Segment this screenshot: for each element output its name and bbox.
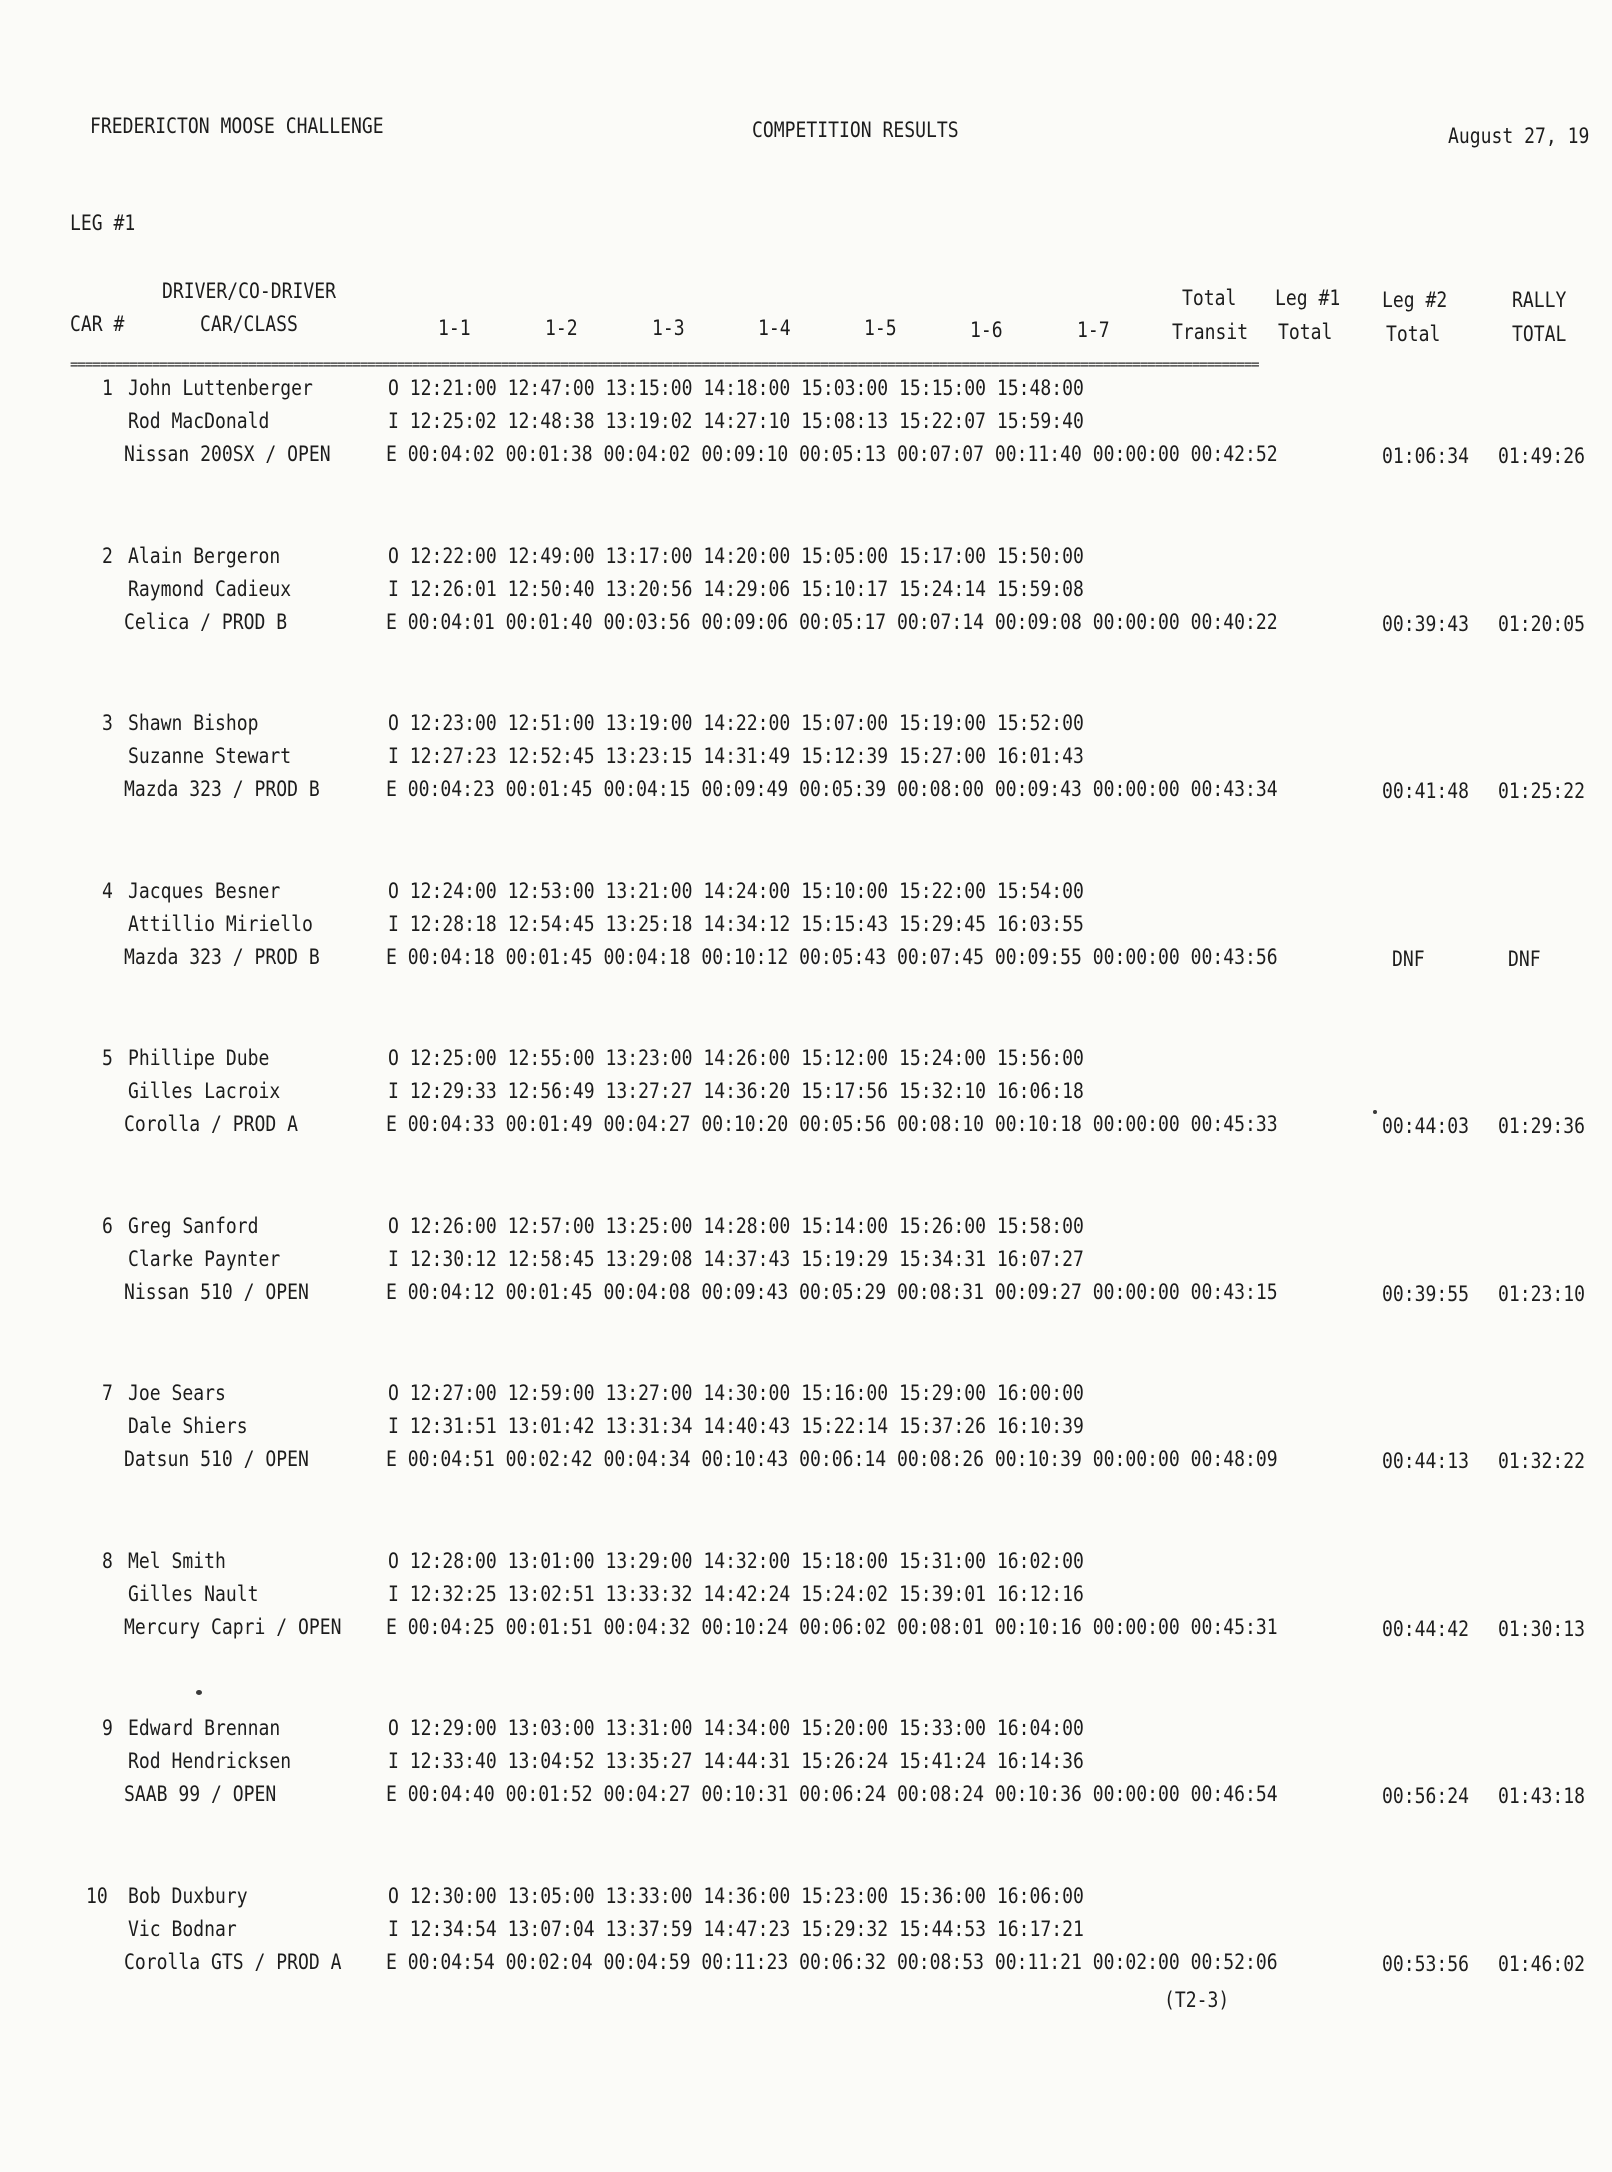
leg2-total: 00:39:55 bbox=[1382, 1282, 1469, 1306]
header-leg1-total-line2: Total bbox=[1278, 320, 1333, 344]
car-class: Mazda 323 / PROD B bbox=[124, 945, 320, 969]
in-times-row: I 12:28:18 12:54:45 13:25:18 14:34:12 15:15:43 15:29:45 16:03:55 bbox=[388, 912, 1084, 936]
driver-name: Mel Smith bbox=[128, 1549, 226, 1573]
codriver-name: Gilles Lacroix bbox=[128, 1079, 281, 1103]
codriver-name: Vic Bodnar bbox=[128, 1917, 237, 1941]
driver-name: Phillipe Dube bbox=[128, 1046, 270, 1070]
elapsed-times-row: E 00:04:33 00:01:49 00:04:27 00:10:20 00:05:56 00:08:10 00:10:18 00:00:00 00:45:33 bbox=[386, 1112, 1278, 1136]
header-leg2-total-line2: Total bbox=[1386, 322, 1441, 346]
header-stage-1-3: 1-3 bbox=[652, 316, 685, 340]
leg2-total: 01:06:34 bbox=[1382, 444, 1469, 468]
elapsed-times-row: E 00:04:02 00:01:38 00:04:02 00:09:10 00:05:13 00:07:07 00:11:40 00:00:00 00:42:52 bbox=[386, 442, 1278, 466]
page-reference: (T2-3) bbox=[1164, 1988, 1230, 2012]
header-separator: ================================================================================================================================================================ bbox=[70, 360, 1259, 370]
rally-total: 01:43:18 bbox=[1498, 1784, 1585, 1808]
event-date: August 27, 19 bbox=[1448, 124, 1590, 148]
driver-name: Greg Sanford bbox=[128, 1214, 259, 1238]
car-number: 5 bbox=[102, 1046, 113, 1070]
leg2-total: 00:44:13 bbox=[1382, 1449, 1469, 1473]
leg2-total: 00:41:48 bbox=[1382, 779, 1469, 803]
in-times-row: I 12:26:01 12:50:40 13:20:56 14:29:06 15:10:17 15:24:14 15:59:08 bbox=[388, 577, 1084, 601]
header-total-transit-line2: Transit bbox=[1172, 320, 1249, 344]
out-times-row: O 12:27:00 12:59:00 13:27:00 14:30:00 15:16:00 15:29:00 16:00:00 bbox=[388, 1381, 1084, 1405]
car-class: Datsun 510 / OPEN bbox=[124, 1447, 309, 1471]
result-entry bbox=[0, 1383, 1612, 1493]
rally-total: DNF bbox=[1508, 947, 1541, 971]
car-class: Nissan 510 / OPEN bbox=[124, 1280, 309, 1304]
result-entry bbox=[0, 1551, 1612, 1661]
out-times-row: O 12:25:00 12:55:00 13:23:00 14:26:00 15:12:00 15:24:00 15:56:00 bbox=[388, 1046, 1084, 1070]
car-class: Mercury Capri / OPEN bbox=[124, 1615, 342, 1639]
rally-total: 01:32:22 bbox=[1498, 1449, 1585, 1473]
result-entry bbox=[0, 1886, 1612, 1996]
elapsed-times-row: E 00:04:54 00:02:04 00:04:59 00:11:23 00:06:32 00:08:53 00:11:21 00:02:00 00:52:06 bbox=[386, 1950, 1278, 1974]
rally-total: 01:46:02 bbox=[1498, 1952, 1585, 1976]
out-times-row: O 12:22:00 12:49:00 13:17:00 14:20:00 15:05:00 15:17:00 15:50:00 bbox=[388, 544, 1084, 568]
rally-total: 01:30:13 bbox=[1498, 1617, 1585, 1641]
leg2-total: 00:39:43 bbox=[1382, 612, 1469, 636]
result-entry bbox=[0, 1048, 1612, 1158]
car-number: 2 bbox=[102, 544, 113, 568]
codriver-name: Suzanne Stewart bbox=[128, 744, 292, 768]
elapsed-times-row: E 00:04:51 00:02:42 00:04:34 00:10:43 00:06:14 00:08:26 00:10:39 00:00:00 00:48:09 bbox=[386, 1447, 1278, 1471]
rally-total: 01:29:36 bbox=[1498, 1114, 1585, 1138]
out-times-row: O 12:28:00 13:01:00 13:29:00 14:32:00 15:18:00 15:31:00 16:02:00 bbox=[388, 1549, 1084, 1573]
elapsed-times-row: E 00:04:25 00:01:51 00:04:32 00:10:24 00:06:02 00:08:01 00:10:16 00:00:00 00:45:31 bbox=[386, 1615, 1278, 1639]
driver-name: Jacques Besner bbox=[128, 879, 281, 903]
codriver-name: Rod MacDonald bbox=[128, 409, 270, 433]
header-leg2-total-line1: Leg #2 bbox=[1382, 288, 1448, 312]
out-times-row: O 12:29:00 13:03:00 13:31:00 14:34:00 15:20:00 15:33:00 16:04:00 bbox=[388, 1716, 1084, 1740]
result-entry bbox=[0, 1216, 1612, 1326]
out-times-row: O 12:24:00 12:53:00 13:21:00 14:24:00 15:10:00 15:22:00 15:54:00 bbox=[388, 879, 1084, 903]
driver-name: Shawn Bishop bbox=[128, 711, 259, 735]
elapsed-times-row: E 00:04:01 00:01:40 00:03:56 00:09:06 00:05:17 00:07:14 00:09:08 00:00:00 00:40:22 bbox=[386, 610, 1278, 634]
codriver-name: Dale Shiers bbox=[128, 1414, 248, 1438]
driver-name: Alain Bergeron bbox=[128, 544, 281, 568]
car-number: 9 bbox=[102, 1716, 113, 1740]
in-times-row: I 12:32:25 13:02:51 13:33:32 14:42:24 15:24:02 15:39:01 16:12:16 bbox=[388, 1582, 1084, 1606]
codriver-name: Gilles Nault bbox=[128, 1582, 259, 1606]
header-stage-1-4: 1-4 bbox=[758, 316, 791, 340]
leg2-total: 00:56:24 bbox=[1382, 1784, 1469, 1808]
car-number: 3 bbox=[102, 711, 113, 735]
codriver-name: Rod Hendricksen bbox=[128, 1749, 292, 1773]
header-rally-total-line1: RALLY bbox=[1512, 288, 1567, 312]
car-class: SAAB 99 / OPEN bbox=[124, 1782, 277, 1806]
document-title: COMPETITION RESULTS bbox=[752, 118, 959, 142]
in-times-row: I 12:33:40 13:04:52 13:35:27 14:44:31 15:26:24 15:41:24 16:14:36 bbox=[388, 1749, 1084, 1773]
leg2-total: 00:53:56 bbox=[1382, 1952, 1469, 1976]
scan-speck bbox=[196, 1690, 202, 1695]
car-class: Mazda 323 / PROD B bbox=[124, 777, 320, 801]
elapsed-times-row: E 00:04:40 00:01:52 00:04:27 00:10:31 00:06:24 00:08:24 00:10:36 00:00:00 00:46:54 bbox=[386, 1782, 1278, 1806]
driver-name: Joe Sears bbox=[128, 1381, 226, 1405]
scan-speck bbox=[1373, 1110, 1377, 1114]
car-class: Celica / PROD B bbox=[124, 610, 288, 634]
header-stage-1-7: 1-7 bbox=[1077, 318, 1110, 342]
elapsed-times-row: E 00:04:18 00:01:45 00:04:18 00:10:12 00:05:43 00:07:45 00:09:55 00:00:00 00:43:56 bbox=[386, 945, 1278, 969]
car-class: Corolla GTS / PROD A bbox=[124, 1950, 342, 1974]
leg2-total: 00:44:03 bbox=[1382, 1114, 1469, 1138]
result-entry bbox=[0, 713, 1612, 823]
out-times-row: O 12:23:00 12:51:00 13:19:00 14:22:00 15:07:00 15:19:00 15:52:00 bbox=[388, 711, 1084, 735]
out-times-row: O 12:26:00 12:57:00 13:25:00 14:28:00 15:14:00 15:26:00 15:58:00 bbox=[388, 1214, 1084, 1238]
car-number: 6 bbox=[102, 1214, 113, 1238]
result-entry bbox=[0, 881, 1612, 991]
driver-name: Edward Brennan bbox=[128, 1716, 281, 1740]
header-stage-1-6: 1-6 bbox=[970, 318, 1003, 342]
header-stage-1-5: 1-5 bbox=[864, 316, 897, 340]
car-number: 8 bbox=[102, 1549, 113, 1573]
in-times-row: I 12:31:51 13:01:42 13:31:34 14:40:43 15:22:14 15:37:26 16:10:39 bbox=[388, 1414, 1084, 1438]
leg2-total: DNF bbox=[1392, 947, 1425, 971]
codriver-name: Raymond Cadieux bbox=[128, 577, 292, 601]
in-times-row: I 12:34:54 13:07:04 13:37:59 14:47:23 15:29:32 15:44:53 16:17:21 bbox=[388, 1917, 1084, 1941]
out-times-row: O 12:21:00 12:47:00 13:15:00 14:18:00 15:03:00 15:15:00 15:48:00 bbox=[388, 376, 1084, 400]
result-entry bbox=[0, 1718, 1612, 1828]
in-times-row: I 12:27:23 12:52:45 13:23:15 14:31:49 15:12:39 15:27:00 16:01:43 bbox=[388, 744, 1084, 768]
header-car-number: CAR # bbox=[70, 312, 125, 336]
leg2-total: 00:44:42 bbox=[1382, 1617, 1469, 1641]
rally-total: 01:25:22 bbox=[1498, 779, 1585, 803]
elapsed-times-row: E 00:04:12 00:01:45 00:04:08 00:09:43 00:05:29 00:08:31 00:09:27 00:00:00 00:43:15 bbox=[386, 1280, 1278, 1304]
rally-total: 01:23:10 bbox=[1498, 1282, 1585, 1306]
car-number: 4 bbox=[102, 879, 113, 903]
result-entry bbox=[0, 546, 1612, 656]
elapsed-times-row: E 00:04:23 00:01:45 00:04:15 00:09:49 00:05:39 00:08:00 00:09:43 00:00:00 00:43:34 bbox=[386, 777, 1278, 801]
driver-name: Bob Duxbury bbox=[128, 1884, 248, 1908]
out-times-row: O 12:30:00 13:05:00 13:33:00 14:36:00 15:23:00 15:36:00 16:06:00 bbox=[388, 1884, 1084, 1908]
in-times-row: I 12:25:02 12:48:38 13:19:02 14:27:10 15:08:13 15:22:07 15:59:40 bbox=[388, 409, 1084, 433]
header-rally-total-line2: TOTAL bbox=[1512, 322, 1567, 346]
rally-total: 01:20:05 bbox=[1498, 612, 1585, 636]
header-total-transit-line1: Total bbox=[1182, 286, 1237, 310]
car-class: Corolla / PROD A bbox=[124, 1112, 298, 1136]
car-number: 1 bbox=[102, 376, 113, 400]
in-times-row: I 12:30:12 12:58:45 13:29:08 14:37:43 15:19:29 15:34:31 16:07:27 bbox=[388, 1247, 1084, 1271]
header-car-class: CAR/CLASS bbox=[200, 312, 298, 336]
header-stage-1-2: 1-2 bbox=[545, 316, 578, 340]
header-leg1-total-line1: Leg #1 bbox=[1275, 286, 1341, 310]
leg-label: LEG #1 bbox=[70, 211, 136, 235]
event-name: FREDERICTON MOOSE CHALLENGE bbox=[90, 114, 384, 138]
codriver-name: Clarke Paynter bbox=[128, 1247, 281, 1271]
car-class: Nissan 200SX / OPEN bbox=[124, 442, 331, 466]
rally-total: 01:49:26 bbox=[1498, 444, 1585, 468]
header-driver-codriver: DRIVER/CO-DRIVER bbox=[162, 279, 336, 303]
driver-name: John Luttenberger bbox=[128, 376, 313, 400]
car-number: 7 bbox=[102, 1381, 113, 1405]
codriver-name: Attillio Miriello bbox=[128, 912, 313, 936]
header-stage-1-1: 1-1 bbox=[438, 316, 471, 340]
result-entry bbox=[0, 378, 1612, 488]
in-times-row: I 12:29:33 12:56:49 13:27:27 14:36:20 15:17:56 15:32:10 16:06:18 bbox=[388, 1079, 1084, 1103]
car-number: 10 bbox=[86, 1884, 108, 1908]
